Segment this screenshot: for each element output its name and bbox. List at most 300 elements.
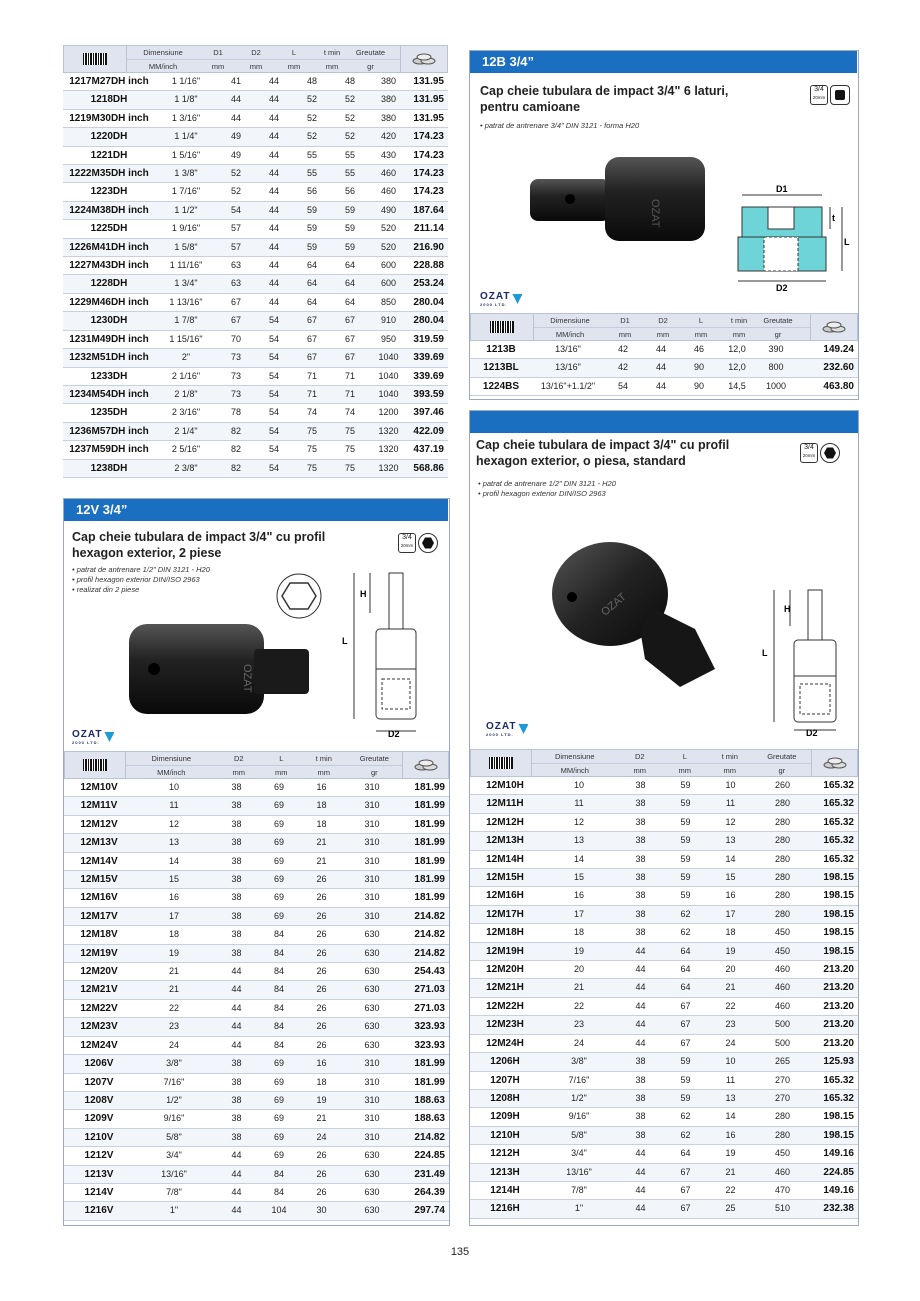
spec-value: 64 <box>663 979 708 997</box>
spec-value: 10 <box>540 777 618 795</box>
spec-value: 20 <box>540 961 618 979</box>
spec-value: 59 <box>663 832 708 850</box>
spec-value: 460 <box>753 979 812 997</box>
spec-value: 75 <box>293 422 331 440</box>
spec-value: 310 <box>344 815 400 833</box>
spec-value: 26 <box>299 926 344 944</box>
table-row <box>64 1110 449 1128</box>
spec-value: 38 <box>618 832 663 850</box>
product-code: 1225DH <box>63 220 155 238</box>
spec-value: 630 <box>344 999 400 1017</box>
col-tmin: t min <box>315 754 332 763</box>
spec-value: 26 <box>299 999 344 1017</box>
spec-value: 310 <box>344 834 400 852</box>
unit-gr: gr <box>774 330 782 339</box>
table-row <box>63 330 448 348</box>
table-row <box>470 1126 858 1144</box>
product-code: 12M24H <box>470 1034 540 1052</box>
spec-value: 64 <box>663 942 708 960</box>
spec-value: 280 <box>753 1126 812 1144</box>
spec-value: 23 <box>708 1016 753 1034</box>
spec-value: 16 <box>299 1055 344 1073</box>
spec-value: 630 <box>344 944 400 962</box>
col-d2: D2 <box>658 316 668 325</box>
price: 187.64 <box>408 201 448 219</box>
spec-value: 38 <box>214 1110 259 1128</box>
spec-value: 59 <box>331 238 369 256</box>
product-code: 1236M57DH inch <box>63 422 155 440</box>
spec-value: 520 <box>369 238 408 256</box>
spec-value: 1" <box>134 1202 214 1220</box>
spec-value: 13/16"+1.1/2" <box>532 377 604 395</box>
price: 568.86 <box>408 459 448 477</box>
spec-value: 1320 <box>369 422 408 440</box>
table-row <box>63 128 448 146</box>
spec-value: 310 <box>344 797 400 815</box>
table-row <box>64 1091 449 1109</box>
spec-value: 84 <box>259 1018 299 1036</box>
spec-value: 67 <box>331 312 369 330</box>
ozat-logo: OZAT 2000 LTD. <box>480 291 522 307</box>
product-code: 12M22H <box>470 997 540 1015</box>
spec-value: 5/8" <box>540 1126 618 1144</box>
spec-value: 59 <box>663 887 708 905</box>
table-row <box>470 377 858 395</box>
spec-value: 38 <box>214 779 259 797</box>
spec-value: 600 <box>369 275 408 293</box>
unit-mm: mm <box>723 766 737 775</box>
spec-value: 630 <box>344 1202 400 1220</box>
table-row <box>470 1016 858 1034</box>
spec-value: 1 1/2" <box>155 201 217 219</box>
spec-value: 44 <box>255 238 293 256</box>
price: 181.99 <box>400 852 449 870</box>
spec-value: 54 <box>255 349 293 367</box>
spec-value: 49 <box>217 128 255 146</box>
spec-value: 59 <box>331 220 369 238</box>
product-code: 12M10V <box>64 779 134 797</box>
spec-value: 90 <box>680 359 718 377</box>
table-row <box>63 220 448 238</box>
hexagon-icon <box>820 443 840 463</box>
spec-value: 1320 <box>369 459 408 477</box>
spec-value: 38 <box>214 871 259 889</box>
col-l: L <box>279 754 284 763</box>
spec-value: 44 <box>642 359 680 377</box>
col-d1: D1 <box>620 316 630 325</box>
page-number: 135 <box>450 1246 470 1258</box>
table-h <box>470 749 858 1219</box>
spec-value: 380 <box>369 73 408 91</box>
spec-value: 380 <box>369 109 408 127</box>
coins-icon <box>811 750 857 776</box>
price: 165.32 <box>812 850 858 868</box>
spec-value: 1 7/8" <box>155 312 217 330</box>
spec-value: 44 <box>618 1016 663 1034</box>
product-code: 12M15H <box>470 869 540 887</box>
price: 463.80 <box>796 377 858 395</box>
product-table <box>470 777 858 1219</box>
unit-gr: gr <box>778 766 786 775</box>
spec-value: 84 <box>259 1183 299 1201</box>
spec-value: 3/8" <box>134 1055 214 1073</box>
price: 165.32 <box>812 813 858 831</box>
spec-value: 42 <box>604 341 642 359</box>
product-code: 1218DH <box>63 91 155 109</box>
spec-value: 310 <box>344 889 400 907</box>
spec-value: 59 <box>663 813 708 831</box>
spec-value: 75 <box>293 459 331 477</box>
spec-value: 44 <box>255 165 293 183</box>
spec-value: 24 <box>540 1034 618 1052</box>
spec-value: 78 <box>217 404 255 422</box>
spec-value: 260 <box>753 777 812 795</box>
unit-mm-inch: MM/inch <box>148 62 178 71</box>
table-row <box>470 359 858 377</box>
table-row <box>63 201 448 219</box>
product-code: 1208H <box>470 1089 540 1107</box>
spec-value: 42 <box>604 359 642 377</box>
spec-value: 38 <box>618 1126 663 1144</box>
spec-value: 84 <box>259 1165 299 1183</box>
spec-value: 38 <box>618 924 663 942</box>
spec-value: 52 <box>293 128 331 146</box>
product-code: 12M23V <box>64 1018 134 1036</box>
section-bar: 12V 3/4” <box>64 499 448 521</box>
spec-value: 71 <box>293 385 331 403</box>
spec-value: 630 <box>344 963 400 981</box>
spec-value: 13 <box>708 832 753 850</box>
coins-icon <box>402 752 448 778</box>
spec-value: 12,0 <box>718 359 756 377</box>
fraction-icon: 3/4 20mm <box>810 85 828 105</box>
spec-value: 38 <box>214 852 259 870</box>
spec-value: 38 <box>214 889 259 907</box>
spec-value: 510 <box>753 1200 812 1218</box>
spec-value: 55 <box>331 165 369 183</box>
spec-value: 44 <box>255 275 293 293</box>
spec-value: 1 1/4" <box>155 128 217 146</box>
price: 198.15 <box>812 1108 858 1126</box>
product-code: 1213V <box>64 1165 134 1183</box>
table-row <box>64 1183 449 1201</box>
product-code: 1207H <box>470 1071 540 1089</box>
spec-value: 1 3/8" <box>155 165 217 183</box>
table-row <box>63 73 448 91</box>
barcode-icon <box>489 757 513 769</box>
product-code: 1213BL <box>470 359 532 377</box>
ozat-logo: OZAT 2000 LTD. <box>486 721 528 737</box>
svg-text:D2: D2 <box>806 728 818 736</box>
spec-value: 1040 <box>369 367 408 385</box>
spec-value: 69 <box>259 1073 299 1091</box>
spec-value: 59 <box>663 777 708 795</box>
table-row <box>64 1036 449 1054</box>
title-line-1: Cap cheie tubulara de impact 3/4" 6 laturi, <box>480 84 729 98</box>
spec-value: 104 <box>259 1202 299 1220</box>
spec-value: 69 <box>259 1110 299 1128</box>
table-header <box>470 313 858 341</box>
spec-value: 21 <box>134 981 214 999</box>
spec-value: 84 <box>259 944 299 962</box>
spec-value: 950 <box>369 330 408 348</box>
spec-value: 310 <box>344 1073 400 1091</box>
spec-value: 460 <box>753 997 812 1015</box>
table-top-left <box>63 45 448 478</box>
price: 165.32 <box>812 777 858 795</box>
spec-value: 450 <box>753 1145 812 1163</box>
table-row <box>470 997 858 1015</box>
product-code: 1208V <box>64 1091 134 1109</box>
table-row <box>470 942 858 960</box>
price: 297.74 <box>400 1202 449 1220</box>
spec-value: 19 <box>134 944 214 962</box>
price: 181.99 <box>400 779 449 797</box>
drive-badge <box>810 85 850 105</box>
spec-value: 450 <box>753 924 812 942</box>
spec-value: 24 <box>299 1128 344 1146</box>
spec-value: 54 <box>255 385 293 403</box>
spec-value: 26 <box>299 1036 344 1054</box>
table-row <box>470 1034 858 1052</box>
table-row <box>470 869 858 887</box>
spec-value: 44 <box>618 1181 663 1199</box>
coins-icon <box>400 46 447 72</box>
product-code: 12M12V <box>64 815 134 833</box>
spec-value: 69 <box>259 871 299 889</box>
col-greutate: Greutate <box>359 754 389 763</box>
spec-value: 41 <box>217 73 255 91</box>
price: 165.32 <box>812 1089 858 1107</box>
product-code: 12M17H <box>470 905 540 923</box>
title-line-1: Cap cheie tubulara de impact 3/4" cu profil <box>476 438 730 452</box>
spec-value: 64 <box>293 275 331 293</box>
product-code: 12M22V <box>64 999 134 1017</box>
price: 271.03 <box>400 999 449 1017</box>
spec-value: 48 <box>331 73 369 91</box>
spec-value: 280 <box>753 832 812 850</box>
table-row <box>470 795 858 813</box>
product-code: 1216V <box>64 1202 134 1220</box>
spec-value: 44 <box>214 1018 259 1036</box>
price: 165.32 <box>812 832 858 850</box>
spec-value: 59 <box>331 201 369 219</box>
table-row <box>64 999 449 1017</box>
spec-value: 20 <box>708 961 753 979</box>
spec-value: 75 <box>331 441 369 459</box>
spec-value: 850 <box>369 293 408 311</box>
price: 323.93 <box>400 1036 449 1054</box>
product-code: 12M21H <box>470 979 540 997</box>
price: 198.15 <box>812 905 858 923</box>
unit-mm: mm <box>694 330 708 339</box>
spec-value: 310 <box>344 1128 400 1146</box>
spec-value: 59 <box>663 1089 708 1107</box>
spec-value: 18 <box>299 797 344 815</box>
spec-value: 82 <box>217 459 255 477</box>
section-title <box>476 437 786 469</box>
table-row <box>64 834 449 852</box>
spec-value: 1200 <box>369 404 408 422</box>
price: 198.15 <box>812 887 858 905</box>
product-code: 12M20V <box>64 963 134 981</box>
bullets <box>72 565 210 595</box>
spec-value: 59 <box>663 1071 708 1089</box>
spec-value: 59 <box>663 850 708 868</box>
product-code: 12M18V <box>64 926 134 944</box>
spec-value: 44 <box>255 128 293 146</box>
title-line-2: hexagon exterior, 2 piese <box>72 546 222 560</box>
spec-value: 5/8" <box>134 1128 214 1146</box>
spec-value: 13/16" <box>134 1165 214 1183</box>
price: 174.23 <box>408 183 448 201</box>
spec-value: 54 <box>255 404 293 422</box>
spec-value: 7/16" <box>134 1073 214 1091</box>
spec-value: 630 <box>344 981 400 999</box>
spec-value: 12 <box>540 813 618 831</box>
spec-value: 48 <box>293 73 331 91</box>
spec-value: 44 <box>618 1163 663 1181</box>
price: 231.49 <box>400 1165 449 1183</box>
fraction-icon: 3/4 20mm <box>800 443 818 463</box>
price: 181.99 <box>400 871 449 889</box>
spec-value: 54 <box>217 201 255 219</box>
spec-value: 55 <box>331 146 369 164</box>
spec-value: 73 <box>217 385 255 403</box>
price: 224.85 <box>812 1163 858 1181</box>
spec-value: 26 <box>299 944 344 962</box>
spec-value: 280 <box>753 795 812 813</box>
spec-value: 2 3/8" <box>155 459 217 477</box>
product-code: 1213B <box>470 341 532 359</box>
price: 211.14 <box>408 220 448 238</box>
spec-value: 54 <box>255 367 293 385</box>
spec-value: 26 <box>299 1165 344 1183</box>
spec-value: 15 <box>134 871 214 889</box>
spec-value: 69 <box>259 834 299 852</box>
col-tmin: t min <box>323 48 341 57</box>
spec-value: 75 <box>331 459 369 477</box>
spec-value: 73 <box>217 349 255 367</box>
spec-value: 23 <box>540 1016 618 1034</box>
svg-text:t: t <box>832 213 835 223</box>
price: 339.69 <box>408 367 448 385</box>
spec-value: 11 <box>540 795 618 813</box>
product-table <box>64 779 449 1221</box>
table-row <box>470 905 858 923</box>
spec-value: 1320 <box>369 441 408 459</box>
price: 213.20 <box>812 997 858 1015</box>
table-row <box>64 1165 449 1183</box>
spec-value: 2 3/16" <box>155 404 217 422</box>
spec-value: 52 <box>217 183 255 201</box>
price: 214.82 <box>400 944 449 962</box>
spec-value: 26 <box>299 981 344 999</box>
spec-value: 630 <box>344 1018 400 1036</box>
section-12b <box>469 50 859 400</box>
price: 214.82 <box>400 1128 449 1146</box>
table-header <box>64 751 449 779</box>
spec-value: 270 <box>753 1071 812 1089</box>
col-greutate: Greutate <box>355 48 386 57</box>
col-d1: D1 <box>213 48 223 57</box>
spec-value: 52 <box>293 91 331 109</box>
price: 198.15 <box>812 1126 858 1144</box>
spec-value: 67 <box>663 1016 708 1034</box>
table-row <box>63 109 448 127</box>
spec-value: 14 <box>708 850 753 868</box>
spec-value: 44 <box>255 183 293 201</box>
section-bar: 12B 3/4” <box>470 51 857 73</box>
spec-value: 67 <box>331 349 369 367</box>
product-code: 12M23H <box>470 1016 540 1034</box>
spec-value: 44 <box>255 109 293 127</box>
bullet-1: • patrat de antrenare 1/2" DIN 3121 - H20 <box>72 565 210 574</box>
spec-value: 13/16" <box>532 341 604 359</box>
spec-value: 44 <box>618 942 663 960</box>
price: 125.93 <box>812 1053 858 1071</box>
svg-text:L: L <box>762 648 768 658</box>
price: 174.23 <box>408 146 448 164</box>
spec-value: 1 13/16" <box>155 293 217 311</box>
spec-value: 280 <box>753 869 812 887</box>
spec-value: 38 <box>214 944 259 962</box>
socket-photo <box>510 149 710 249</box>
bullet-1: • patrat de antrenare 3/4" DIN 3121 - forma H20 <box>480 121 640 130</box>
spec-value: 54 <box>255 459 293 477</box>
price: 280.04 <box>408 312 448 330</box>
square-drive-icon <box>830 85 850 105</box>
spec-value: 21 <box>708 1163 753 1181</box>
spec-value: 84 <box>259 1036 299 1054</box>
price: 131.95 <box>408 73 448 91</box>
spec-value: 46 <box>680 341 718 359</box>
product-code: 12M11V <box>64 797 134 815</box>
spec-value: 310 <box>344 779 400 797</box>
section-title <box>480 83 780 115</box>
table-12b <box>470 313 858 396</box>
spec-value: 460 <box>753 961 812 979</box>
spec-value: 75 <box>331 422 369 440</box>
table-row <box>63 312 448 330</box>
col-l: L <box>698 316 704 325</box>
spec-value: 71 <box>293 367 331 385</box>
section-bar <box>470 411 858 433</box>
product-code: 1209V <box>64 1110 134 1128</box>
product-code: 12M15V <box>64 871 134 889</box>
col-l: L <box>291 48 297 57</box>
product-code: 12M11H <box>470 795 540 813</box>
spec-value: 69 <box>259 815 299 833</box>
price: 188.63 <box>400 1091 449 1109</box>
spec-value: 44 <box>618 1145 663 1163</box>
table-row <box>470 850 858 868</box>
spec-value: 44 <box>255 220 293 238</box>
unit-mm: mm <box>249 62 263 71</box>
price: 393.59 <box>408 385 448 403</box>
title-line-2: hexagon exterior, o piesa, standard <box>476 454 686 468</box>
unit-mm: mm <box>656 330 670 339</box>
spec-value: 470 <box>753 1181 812 1199</box>
product-code: 12M24V <box>64 1036 134 1054</box>
spec-value: 67 <box>663 1181 708 1199</box>
spec-value: 11 <box>708 1071 753 1089</box>
spec-value: 18 <box>708 924 753 942</box>
spec-value: 3/8" <box>540 1053 618 1071</box>
table-row <box>470 979 858 997</box>
product-code: 1235DH <box>63 404 155 422</box>
spec-value: 44 <box>618 961 663 979</box>
